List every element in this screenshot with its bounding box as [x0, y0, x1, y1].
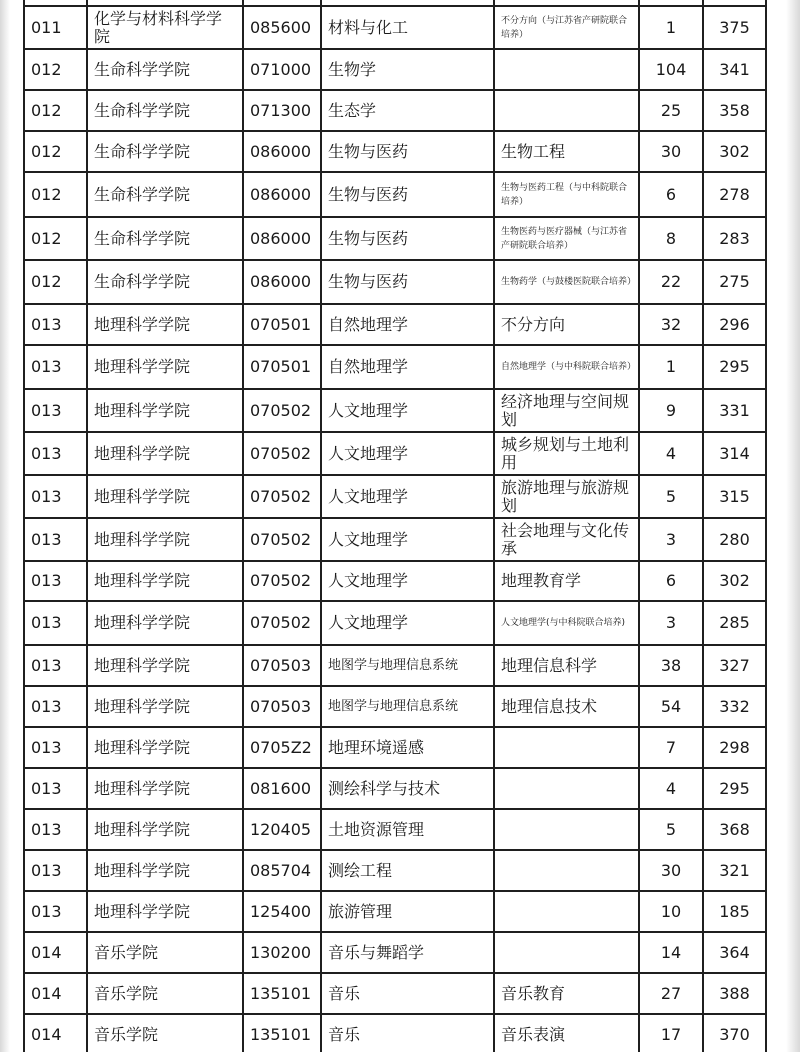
score-cell: 375 [703, 6, 766, 49]
college-cell: 生命科学学院 [87, 49, 243, 90]
major-code-cell: 081600 [243, 768, 321, 809]
table-row [24, 131, 766, 172]
score-cell: 283 [703, 217, 766, 260]
college-cell: 地理科学学院 [87, 727, 243, 768]
college-cell: 生命科学学院 [87, 217, 243, 260]
major-code-cell: 085704 [243, 850, 321, 891]
table-row [24, 345, 766, 389]
direction-cell: 地理教育学 [494, 561, 639, 601]
major-name-cell: 地图学与地理信息系统 [321, 645, 494, 686]
table-row [24, 6, 766, 49]
direction-cell: 旅游地理与旅游规划 [494, 475, 639, 518]
table-row [24, 304, 766, 345]
major-code-cell: 0705Z2 [243, 727, 321, 768]
college-cell: 地理科学学院 [87, 850, 243, 891]
score-cell: 331 [703, 389, 766, 432]
major-name-cell: 人文地理学 [321, 518, 494, 561]
major-name-cell: 土地资源管理 [321, 809, 494, 850]
major-name-cell: 生物与医药 [321, 131, 494, 172]
direction-cell [494, 891, 639, 932]
direction-cell: 生物药学（与鼓楼医院联合培养） [494, 260, 639, 304]
admission-score-table [23, 0, 767, 1052]
major-name-cell: 生物与医药 [321, 260, 494, 304]
count-cell: 30 [639, 850, 703, 891]
unit-code-cell: 013 [24, 561, 87, 601]
direction-cell [494, 850, 639, 891]
direction-cell: 生物工程 [494, 131, 639, 172]
college-cell: 地理科学学院 [87, 645, 243, 686]
right-page-shadow [786, 0, 800, 1052]
table-row [24, 932, 766, 973]
major-code-cell: 086000 [243, 172, 321, 217]
direction-cell [494, 727, 639, 768]
score-cell: 388 [703, 973, 766, 1014]
direction-cell: 音乐教育 [494, 973, 639, 1014]
direction-cell: 城乡规划与土地利用 [494, 432, 639, 475]
major-name-cell: 音乐 [321, 973, 494, 1014]
unit-code-cell: 013 [24, 850, 87, 891]
major-code-cell: 135101 [243, 973, 321, 1014]
direction-cell: 音乐表演 [494, 1014, 639, 1052]
table-row [24, 475, 766, 518]
major-name-cell: 人文地理学 [321, 601, 494, 645]
score-cell: 358 [703, 90, 766, 131]
major-code-cell: 070501 [243, 304, 321, 345]
score-cell: 302 [703, 561, 766, 601]
major-name-cell: 生物与医药 [321, 172, 494, 217]
score-cell: 370 [703, 1014, 766, 1052]
college-cell: 生命科学学院 [87, 260, 243, 304]
major-name-cell: 生物学 [321, 49, 494, 90]
unit-code-cell: 012 [24, 90, 87, 131]
count-cell: 4 [639, 768, 703, 809]
score-cell: 341 [703, 49, 766, 90]
score-cell: 368 [703, 809, 766, 850]
count-cell: 5 [639, 809, 703, 850]
major-name-cell: 旅游管理 [321, 891, 494, 932]
major-code-cell: 070502 [243, 561, 321, 601]
major-name-cell: 人文地理学 [321, 561, 494, 601]
unit-code-cell: 013 [24, 345, 87, 389]
direction-cell [494, 932, 639, 973]
count-cell: 4 [639, 432, 703, 475]
direction-cell: 生物与医药工程（与中科院联合培养） [494, 172, 639, 217]
direction-cell: 地理信息科学 [494, 645, 639, 686]
college-cell: 地理科学学院 [87, 432, 243, 475]
direction-cell [494, 809, 639, 850]
major-name-cell: 音乐 [321, 1014, 494, 1052]
major-code-cell: 086000 [243, 217, 321, 260]
direction-cell: 社会地理与文化传承 [494, 518, 639, 561]
major-name-cell: 测绘科学与技术 [321, 768, 494, 809]
count-cell: 6 [639, 561, 703, 601]
major-code-cell: 070502 [243, 432, 321, 475]
count-cell: 27 [639, 973, 703, 1014]
major-name-cell: 人文地理学 [321, 389, 494, 432]
unit-code-cell: 013 [24, 768, 87, 809]
count-cell: 5 [639, 475, 703, 518]
score-cell: 332 [703, 686, 766, 727]
major-name-cell: 自然地理学 [321, 345, 494, 389]
major-code-cell: 071300 [243, 90, 321, 131]
unit-code-cell: 014 [24, 973, 87, 1014]
college-cell: 生命科学学院 [87, 131, 243, 172]
table-row [24, 850, 766, 891]
unit-code-cell: 011 [24, 6, 87, 49]
table-row [24, 561, 766, 601]
table-row [24, 90, 766, 131]
table-row [24, 389, 766, 432]
college-cell: 生命科学学院 [87, 172, 243, 217]
college-cell: 生命科学学院 [87, 90, 243, 131]
score-cell: 280 [703, 518, 766, 561]
left-page-shadow [0, 0, 10, 1052]
count-cell: 7 [639, 727, 703, 768]
college-cell: 音乐学院 [87, 1014, 243, 1052]
major-name-cell: 生物与医药 [321, 217, 494, 260]
major-name-cell: 人文地理学 [321, 432, 494, 475]
unit-code-cell: 013 [24, 601, 87, 645]
major-code-cell: 086000 [243, 260, 321, 304]
unit-code-cell: 013 [24, 645, 87, 686]
count-cell: 17 [639, 1014, 703, 1052]
major-code-cell: 085600 [243, 6, 321, 49]
table-row [24, 518, 766, 561]
table-row [24, 432, 766, 475]
count-cell: 9 [639, 389, 703, 432]
count-cell: 10 [639, 891, 703, 932]
major-name-cell: 地图学与地理信息系统 [321, 686, 494, 727]
direction-cell: 经济地理与空间规划 [494, 389, 639, 432]
unit-code-cell: 012 [24, 217, 87, 260]
unit-code-cell: 013 [24, 809, 87, 850]
major-code-cell: 086000 [243, 131, 321, 172]
direction-cell: 生物医药与医疗器械（与江苏省产研院联合培养） [494, 217, 639, 260]
table-row [24, 809, 766, 850]
score-cell: 302 [703, 131, 766, 172]
unit-code-cell: 014 [24, 1014, 87, 1052]
table-row [24, 1014, 766, 1052]
count-cell: 1 [639, 6, 703, 49]
college-cell: 音乐学院 [87, 932, 243, 973]
unit-code-cell: 013 [24, 389, 87, 432]
count-cell: 104 [639, 49, 703, 90]
score-cell: 315 [703, 475, 766, 518]
direction-cell: 人文地理学(与中科院联合培养) [494, 601, 639, 645]
major-name-cell: 材料与化工 [321, 6, 494, 49]
score-cell: 285 [703, 601, 766, 645]
college-cell: 地理科学学院 [87, 561, 243, 601]
table-row [24, 260, 766, 304]
major-code-cell: 070503 [243, 686, 321, 727]
direction-cell: 自然地理学（与中科院联合培养） [494, 345, 639, 389]
unit-code-cell: 013 [24, 727, 87, 768]
table-row [24, 768, 766, 809]
major-code-cell: 135101 [243, 1014, 321, 1052]
college-cell: 地理科学学院 [87, 518, 243, 561]
college-cell: 地理科学学院 [87, 389, 243, 432]
unit-code-cell: 014 [24, 932, 87, 973]
score-cell: 278 [703, 172, 766, 217]
count-cell: 54 [639, 686, 703, 727]
major-code-cell: 071000 [243, 49, 321, 90]
count-cell: 1 [639, 345, 703, 389]
table-row [24, 686, 766, 727]
college-cell: 化学与材料科学学院 [87, 6, 243, 49]
college-cell: 地理科学学院 [87, 891, 243, 932]
unit-code-cell: 013 [24, 686, 87, 727]
major-name-cell: 音乐与舞蹈学 [321, 932, 494, 973]
major-code-cell: 130200 [243, 932, 321, 973]
score-cell: 185 [703, 891, 766, 932]
major-code-cell: 070502 [243, 518, 321, 561]
major-code-cell: 125400 [243, 891, 321, 932]
major-name-cell: 生态学 [321, 90, 494, 131]
score-cell: 314 [703, 432, 766, 475]
college-cell: 地理科学学院 [87, 768, 243, 809]
direction-cell: 不分方向（与江苏省产研院联合培养） [494, 6, 639, 49]
count-cell: 3 [639, 518, 703, 561]
count-cell: 8 [639, 217, 703, 260]
major-code-cell: 070502 [243, 389, 321, 432]
count-cell: 32 [639, 304, 703, 345]
table-row [24, 601, 766, 645]
direction-cell: 地理信息技术 [494, 686, 639, 727]
direction-cell: 不分方向 [494, 304, 639, 345]
table-row [24, 49, 766, 90]
major-name-cell: 自然地理学 [321, 304, 494, 345]
college-cell: 地理科学学院 [87, 475, 243, 518]
count-cell: 38 [639, 645, 703, 686]
direction-cell [494, 49, 639, 90]
table-body [24, 0, 766, 1052]
score-cell: 275 [703, 260, 766, 304]
score-cell: 295 [703, 768, 766, 809]
unit-code-cell: 013 [24, 891, 87, 932]
count-cell: 30 [639, 131, 703, 172]
score-cell: 296 [703, 304, 766, 345]
score-cell: 321 [703, 850, 766, 891]
college-cell: 地理科学学院 [87, 809, 243, 850]
unit-code-cell: 012 [24, 172, 87, 217]
score-cell: 295 [703, 345, 766, 389]
college-cell: 地理科学学院 [87, 304, 243, 345]
count-cell: 3 [639, 601, 703, 645]
unit-code-cell: 012 [24, 260, 87, 304]
major-code-cell: 070503 [243, 645, 321, 686]
table-row [24, 891, 766, 932]
major-code-cell: 070502 [243, 475, 321, 518]
table-row [24, 172, 766, 217]
unit-code-cell: 012 [24, 49, 87, 90]
major-name-cell: 测绘工程 [321, 850, 494, 891]
table-row [24, 217, 766, 260]
college-cell: 地理科学学院 [87, 686, 243, 727]
table-row [24, 973, 766, 1014]
table-row [24, 645, 766, 686]
unit-code-cell: 012 [24, 131, 87, 172]
unit-code-cell: 013 [24, 432, 87, 475]
table-row [24, 727, 766, 768]
score-cell: 298 [703, 727, 766, 768]
score-cell: 364 [703, 932, 766, 973]
count-cell: 25 [639, 90, 703, 131]
score-cell: 327 [703, 645, 766, 686]
unit-code-cell: 013 [24, 518, 87, 561]
college-cell: 地理科学学院 [87, 345, 243, 389]
count-cell: 22 [639, 260, 703, 304]
major-code-cell: 070501 [243, 345, 321, 389]
major-code-cell: 120405 [243, 809, 321, 850]
direction-cell [494, 90, 639, 131]
direction-cell [494, 768, 639, 809]
unit-code-cell: 013 [24, 304, 87, 345]
major-code-cell: 070502 [243, 601, 321, 645]
count-cell: 14 [639, 932, 703, 973]
college-cell: 音乐学院 [87, 973, 243, 1014]
unit-code-cell: 013 [24, 475, 87, 518]
college-cell: 地理科学学院 [87, 601, 243, 645]
major-name-cell: 人文地理学 [321, 475, 494, 518]
count-cell: 6 [639, 172, 703, 217]
major-name-cell: 地理环境遥感 [321, 727, 494, 768]
